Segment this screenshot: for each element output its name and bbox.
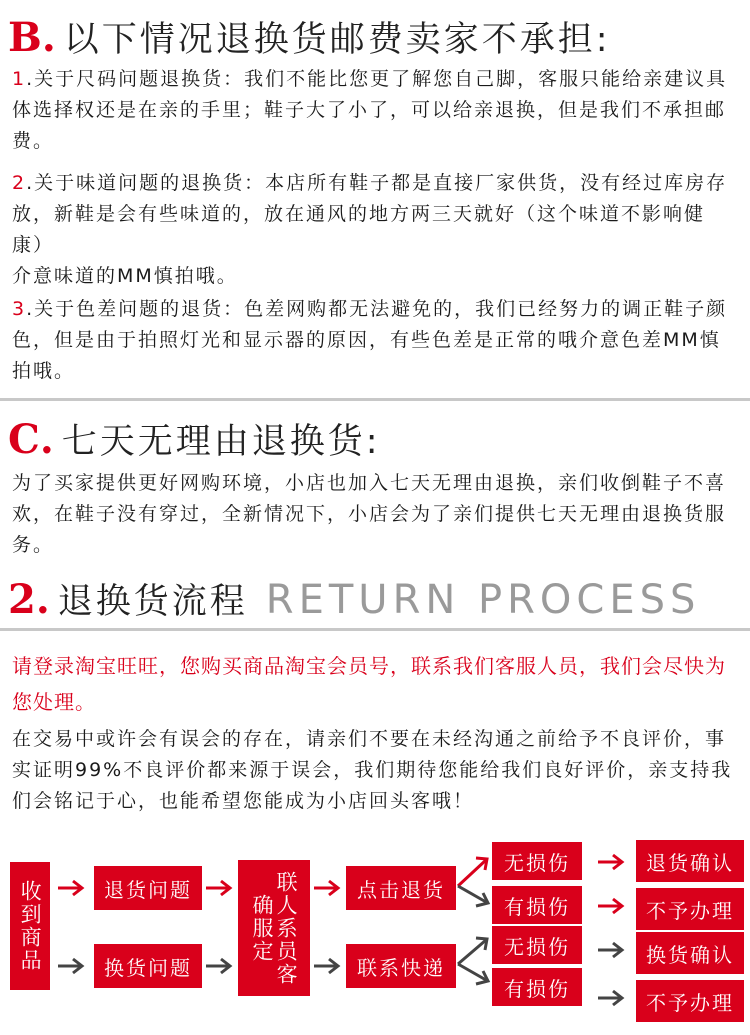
flow-return-confirm: 退货确认 [636, 840, 744, 882]
section-2-dot: . [35, 576, 50, 623]
item-number: 1 [12, 68, 27, 90]
section-b-heading [8, 14, 611, 61]
flow-no-damage-exchange: 无损伤 [492, 926, 582, 964]
section-2-heading [8, 576, 701, 623]
arrow-right-icon [56, 956, 88, 976]
item-text: .关于尺码问题退换货：我们不能比您更了解您自己脚，客服只能给亲建议具体选择权还是在亲的手里；鞋子大了小了，可以给亲退换，但是我们不承担邮费。 [12, 68, 728, 152]
arrow-right-icon [204, 956, 236, 976]
section-c-colon: : [365, 422, 381, 462]
section-c-heading [8, 416, 381, 463]
arrow-right-icon [596, 988, 628, 1008]
arrow-right-icon [596, 896, 628, 916]
flow-damaged-exchange: 有损伤 [492, 968, 582, 1006]
item-extra-text: 介意味道的MM慎拍哦。 [12, 265, 238, 287]
section-2-number: 2 [8, 576, 36, 623]
arrow-branch-icon [456, 928, 496, 998]
section-b-letter: B [8, 14, 42, 61]
flow-contact-customer-service [238, 860, 310, 996]
flow-reject-return: 不予办理 [636, 888, 744, 930]
arrow-right-icon [204, 878, 236, 898]
section-b-item-3 [12, 294, 740, 387]
arrow-right-icon [312, 956, 344, 976]
section-b-title: 以下情况退换货邮费卖家不承担 [63, 20, 596, 60]
arrow-right-icon [596, 940, 628, 960]
flow-contact-text: 联人系员客确服定 [250, 870, 299, 986]
flow-click-return: 点击退货 [346, 866, 456, 910]
section-2-subtitle: RETURN PROCESS [265, 577, 701, 623]
item-number: 3 [12, 298, 27, 320]
flow-exchange-confirm: 换货确认 [636, 932, 744, 974]
section-b-item-2 [12, 168, 740, 292]
section-b-dot: . [41, 14, 56, 61]
divider [0, 628, 750, 631]
section-c-dot: . [39, 416, 54, 463]
review-notice: 在交易中或许会有误会的存在，请亲们不要在未经沟通之前给予不良评价，事实证明99%不良评价都来源于误会，我们期待您能给我们良好评价，亲支持我们会铭记于心，也能希望您能成为小店回头客哦！ [12, 728, 733, 812]
arrow-right-icon [596, 852, 628, 872]
section-2-title: 退换货流程 [57, 582, 248, 622]
contact-notice: 请登录淘宝旺旺，您购买商品淘宝会员号，联系我们客服人员，我们会尽快为您处理。 [12, 654, 726, 714]
item-number: 2 [12, 172, 27, 194]
flow-contact-courier: 联系快递 [346, 944, 456, 988]
section-c-body: 为了买家提供更好网购环境，小店也加入七天无理由退换，亲们收倒鞋子不喜欢，在鞋子没有穿过，全新情况下，小店会为了亲们提供七天无理由退换货服务。 [12, 472, 727, 556]
flow-receive-goods: 收到商品 [10, 862, 50, 990]
arrow-branch-icon [456, 850, 496, 920]
section-b-colon: : [595, 20, 611, 60]
section-c-letter: C [8, 416, 40, 463]
flow-exchange-issue: 换货问题 [94, 944, 202, 988]
arrow-right-icon [312, 878, 344, 898]
arrow-right-icon [56, 878, 88, 898]
item-text: .关于味道问题的退换货：本店所有鞋子都是直接厂家供货，没有经过库房存放，新鞋是会有些味道的，放在通风的地方两三天就好（这个味道不影响健康） [12, 172, 728, 256]
flow-damaged-return: 有损伤 [492, 886, 582, 924]
section-c-title: 七天无理由退换货 [61, 422, 366, 462]
section-b-item-1 [12, 64, 740, 157]
item-text: .关于色差问题的退货：色差网购都无法避免的，我们已经努力的调正鞋子颜色，但是由于拍照灯光和显示器的原因，有些色差是正常的哦介意色差MM慎拍哦。 [12, 298, 728, 382]
flow-no-damage-return: 无损伤 [492, 842, 582, 880]
flow-reject-exchange: 不予办理 [636, 980, 744, 1022]
divider [0, 398, 750, 401]
flow-return-issue: 退货问题 [94, 866, 202, 910]
